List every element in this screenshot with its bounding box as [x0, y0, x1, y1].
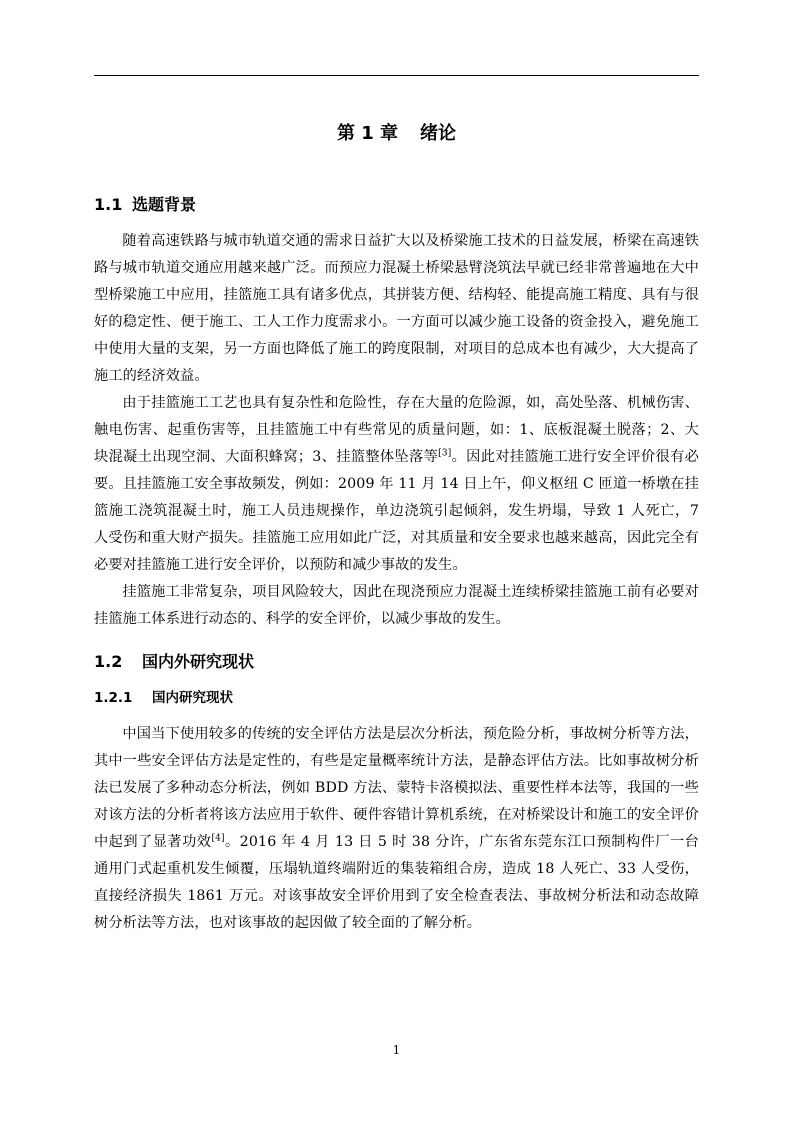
chapter-number: 第 1 章: [336, 123, 399, 144]
section-heading-1-2: [94, 647, 699, 677]
paragraph-text: 。因此对挂篮施工进行安全评价很有必要。且挂篮施工安全事故频发，例如：2009 年 11 月 14 日上午，仰义枢纽 C 匝道一桥墩在挂篮施工浇筑混凝土时，施工人员违规操作，单边浇筑引起倾斜，发生坍塌，导致 1 人死亡，7 人受伤和重大财产损失。挂篮施工应用如此广泛，对其质量和安全要求也越来越高，因此完全有必要对挂篮施工进行安全评价，以预防和减少事故的发生。: [94, 449, 699, 573]
subsection-number: 1.2.1: [94, 690, 133, 706]
paragraph-text: 。2016 年 4 月 13 日 5 时 38 分许，广东省东莞东江口预制构件厂一台通用门式起重机发生倾覆，压塌轨道终端附近的集装箱组合房，造成 18 人死亡、33 人受伤，直接经济损失 1861 万元。对该事故安全评价用到了安全检查表法、事故树分析法和动态故障树分析法等方法，也对该事故的起因做了较全面的了解分析。: [94, 834, 700, 931]
citation-ref: [3]: [438, 448, 452, 459]
paragraph-text: 由于挂篮施工工艺也具有复杂性和危险性，存在大量的危险源，如，高处坠落、机械伤害、触电伤害、起重伤害等，且挂篮施工中有些常见的质量问题，如：1、底板混凝土脱落；2、大块混凝土出现空洞、大面积蜂窝；3、挂篮整体坠落等: [94, 395, 699, 465]
section-number: 1.2: [94, 652, 123, 671]
paragraph-text: 中国当下使用较多的传统的安全评估方法是层次分析法，预危险分析，事故树分析等方法，其中一些安全评估方法是定性的，有些是定量概率统计方法，是静态评估方法。比如事故树分析法已发展了多种动态分析法，例如 BDD 方法、蒙特卡洛模拟法、重要性样本法等，我国的一些对该方法的分析者将该方法应用于软件、硬件容错计算机系统，在对桥梁设计和施工的安全评价中起到了显著功效: [94, 726, 699, 850]
chapter-name: 绪论: [420, 123, 457, 144]
subsection-title: 国内研究现状: [152, 690, 233, 706]
paragraph: [94, 721, 699, 937]
page-number: 1: [392, 1043, 401, 1057]
page-content: [94, 118, 699, 937]
section-number: 1.1: [94, 195, 123, 214]
subsection-heading-1-2-1: [94, 685, 699, 711]
paragraph: 随着高速铁路与城市轨道交通的需求日益扩大以及桥梁施工技术的日益发展，桥梁在高速铁路与城市轨道交通应用越来越广泛。而预应力混凝土桥梁悬臂浇筑法早就已经非常普遍地在大中型桥梁施工中应用，挂篮施工具有诸多优点，其拼装方便、结构轻、能提高施工精度、具有与很好的稳定性、便于施工、工人工作力度需求小。一方面可以减少施工设备的资金投入，避免施工中使用大量的支架，另一方面也降低了施工的跨度限制，对项目的总成本也有减少，大大提高了施工的经济效益。: [94, 233, 699, 384]
paragraph: [94, 390, 699, 579]
citation-ref: [4]: [211, 833, 225, 844]
header-rule: [94, 75, 699, 76]
section-title: 选题背景: [132, 195, 197, 214]
section-title: 国内外研究现状: [142, 652, 255, 671]
chapter-title: [94, 118, 699, 150]
section-heading-1-1: [94, 190, 699, 220]
paragraph: 挂篮施工非常复杂，项目风险较大，因此在现浇预应力混凝土连续桥梁挂篮施工前有必要对挂篮施工体系进行动态的、科学的安全评价，以减少事故的发生。: [94, 584, 699, 627]
